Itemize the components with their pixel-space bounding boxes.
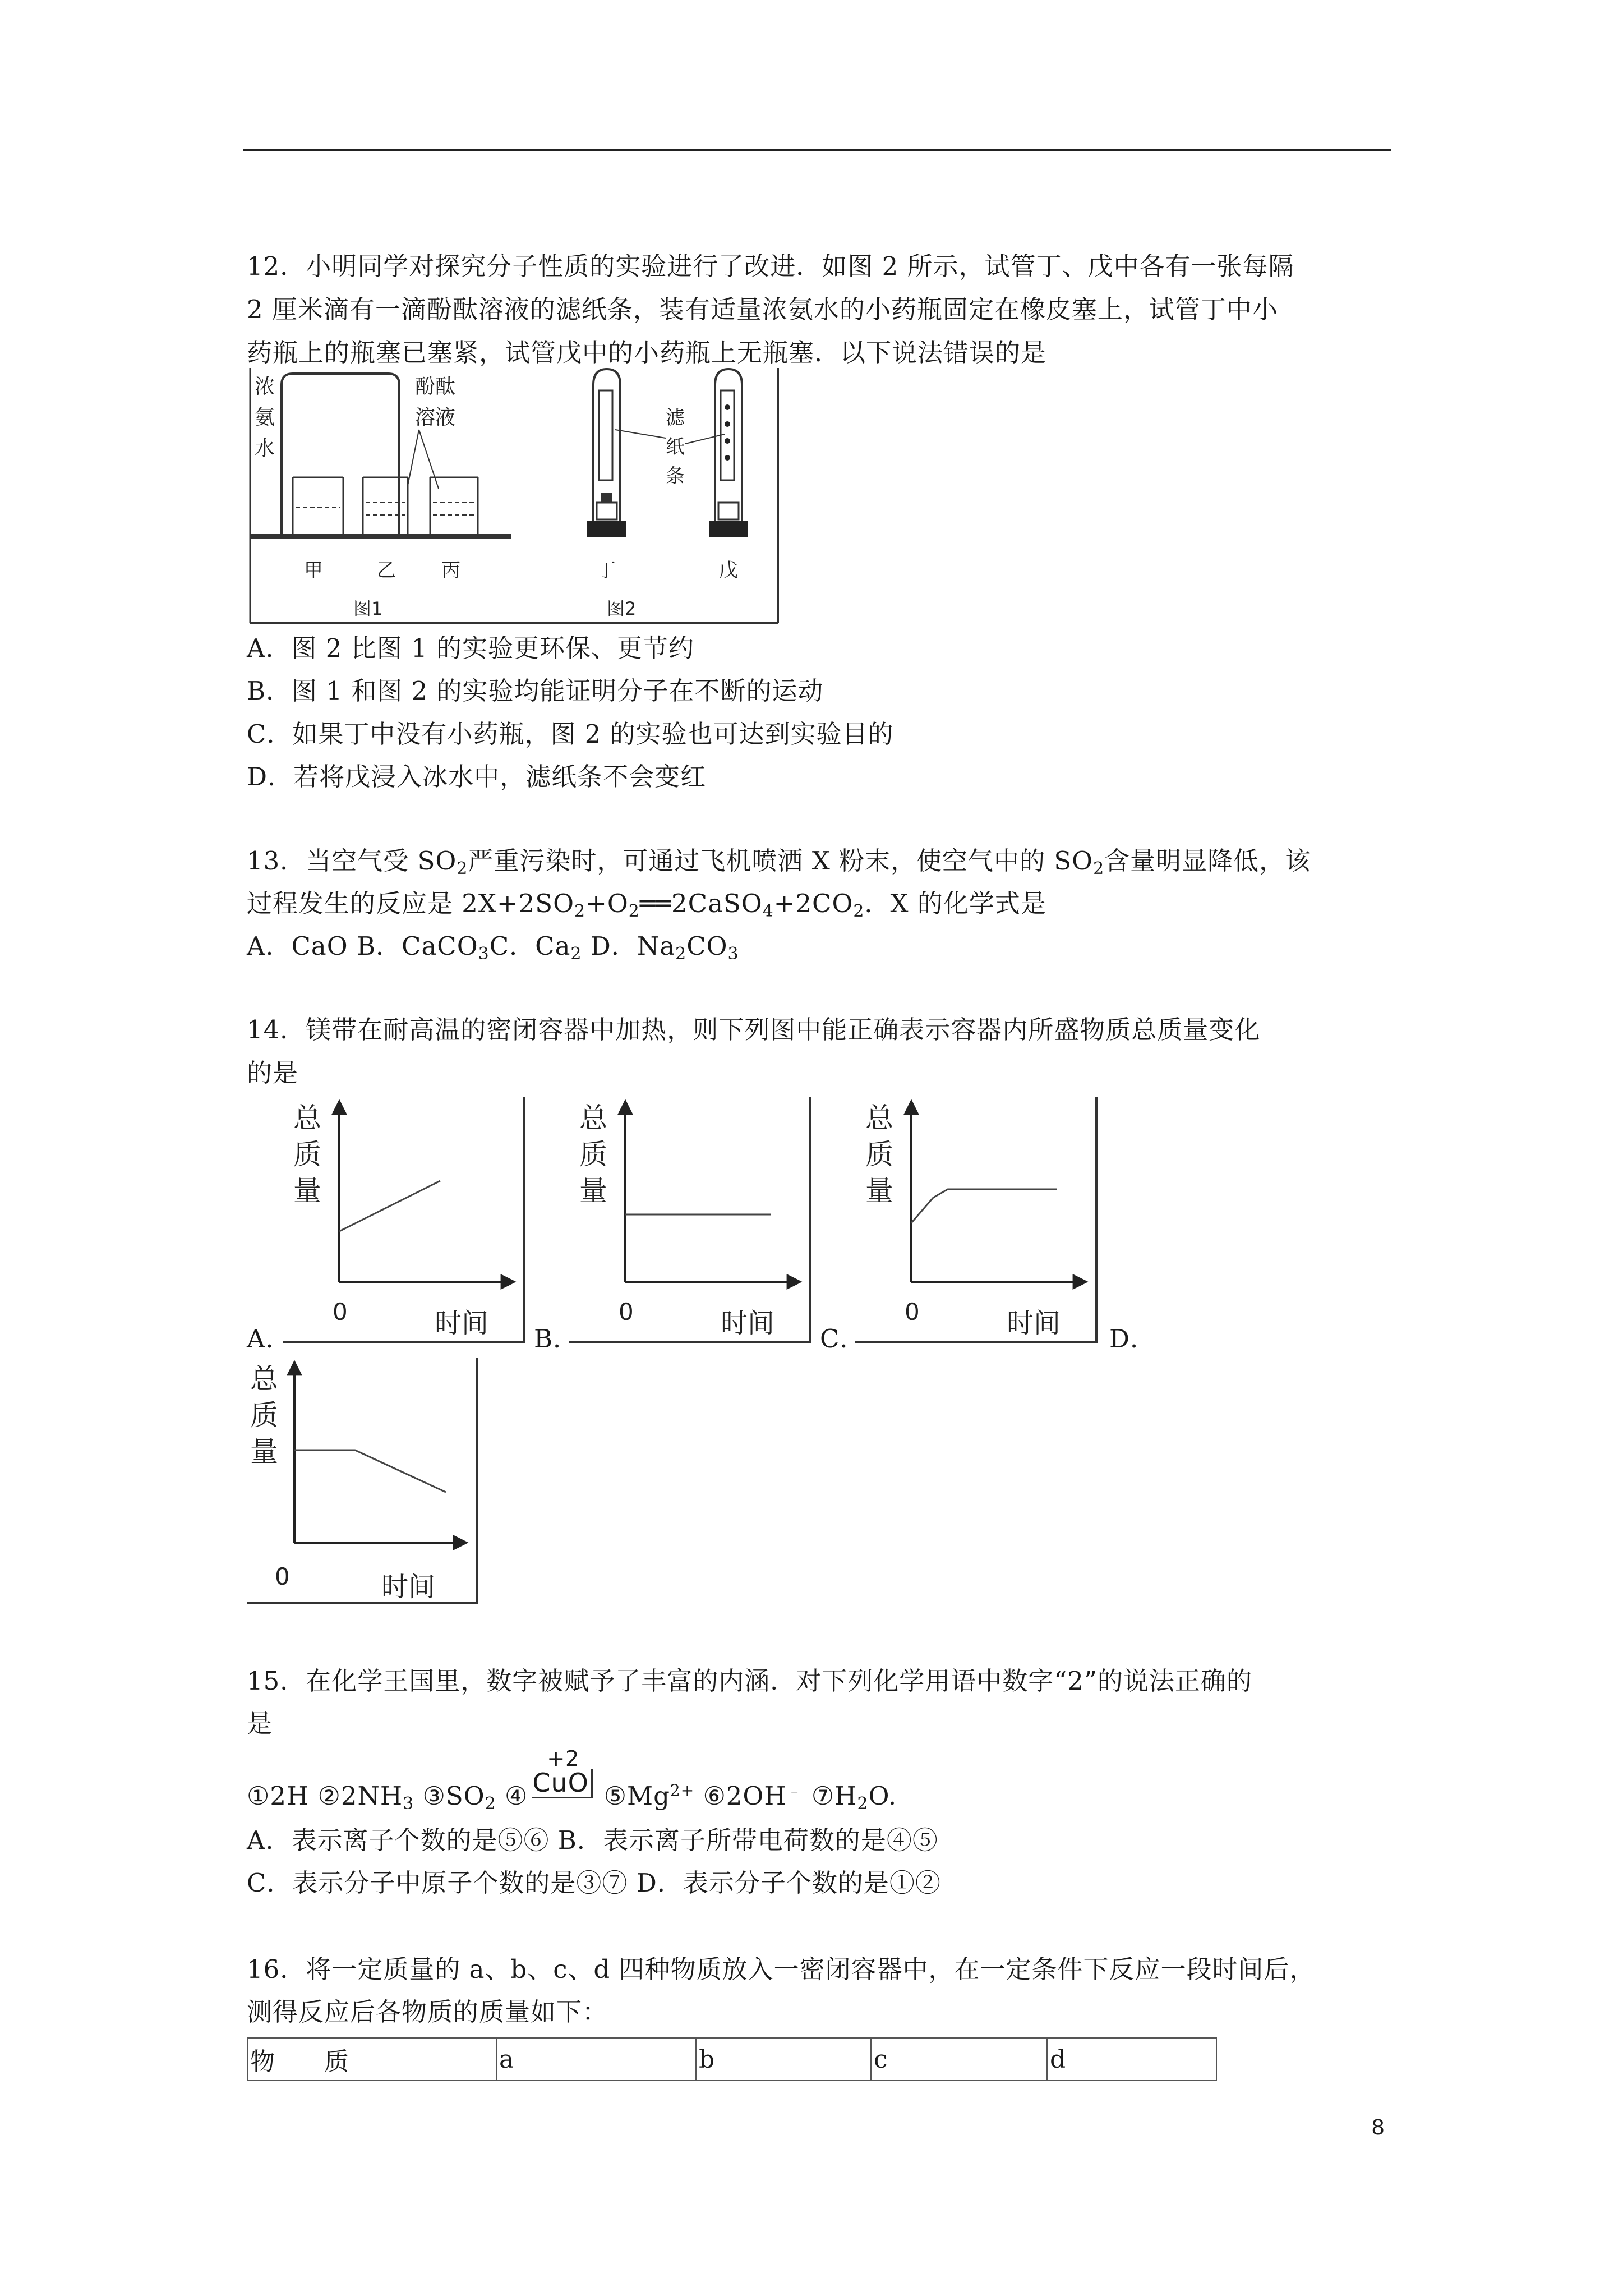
y-label-1: 总 <box>293 1102 321 1134</box>
fig1-label: 图1 <box>353 598 383 619</box>
q12-line2: 2 厘米滴有一滴酚酞溶液的滤纸条，装有适量浓氨水的小药瓶固定在橡皮塞上，试管丁中小 <box>247 295 1278 324</box>
filter-label-1: 滤 <box>666 407 685 429</box>
y-label-1: 总 <box>865 1102 893 1134</box>
table-cell: d <box>1047 2038 1216 2081</box>
origin-label: 0 <box>905 1298 920 1326</box>
table-cell: b <box>696 2038 871 2081</box>
series-line <box>911 1189 1057 1223</box>
beaker-bing: 丙 <box>441 559 460 582</box>
filter-label-3: 条 <box>666 465 685 487</box>
beaker-yi: 乙 <box>377 559 396 582</box>
q15-option-ab: A．表示离子个数的是⑤⑥ B．表示离子所带电荷数的是④⑤ <box>247 1825 938 1855</box>
y-label-3: 量 <box>250 1435 278 1468</box>
chart-a <box>283 1097 536 1343</box>
q14-line1: 14．镁带在耐高温的密闭容器中加热，则下列图中能正确表示容器内所盛物质总质量变化 <box>247 1015 1261 1045</box>
q12-figure <box>248 368 781 626</box>
q14-option-b: B． <box>534 1324 579 1354</box>
q15-items: ①2H $②2NH_3$ $③SO_2$ ④ +2 CuO $⑤Mg^{2+}$ ⑥2OH﹣ $⑦H_2O$. <box>247 1746 897 1814</box>
label-phenol-2: 溶液 <box>415 406 456 429</box>
q16-line1: 16．将一定质量的 a、b、c、d 四种物质放入一密闭容器中，在一定条件下反应一段时间后， <box>247 1954 1316 1984</box>
header-rule <box>243 149 1391 151</box>
q12-option-b: B．图 1 和图 2 的实验均能证明分子在不断的运动 <box>247 676 824 706</box>
x-label: 时间 <box>721 1308 775 1339</box>
q12-line3: 药瓶上的瓶塞已塞紧，试管戊中的小药瓶上无瓶塞．以下说法错误的是 <box>247 338 1047 367</box>
q13-options: A．CaO B．CaCO$_3$C．$Ca_2$ D．$Na_2CO_3$ <box>247 931 739 964</box>
y-label-2: 质 <box>293 1138 321 1171</box>
y-label-3: 量 <box>579 1175 607 1207</box>
chart-d <box>247 1358 499 1604</box>
label-ammonia-3: 水 <box>255 437 275 460</box>
q14-option-d: D． <box>1109 1324 1156 1354</box>
origin-label: 0 <box>619 1298 634 1326</box>
origin-label: 0 <box>333 1298 348 1326</box>
q12-option-a: A．图 2 比图 1 的实验更环保、更节约 <box>247 633 694 663</box>
table-row <box>247 2038 1216 2081</box>
y-label-2: 质 <box>579 1138 607 1171</box>
q13-line1: 13．当空气受 $SO_2$严重污染时，可通过飞机喷洒 X 粉末，使空气中的 $SO_2$含量明显降低，该 <box>247 846 1311 878</box>
table-cell: a <box>496 2038 696 2081</box>
q14-line2: 的是 <box>247 1058 299 1088</box>
fig2-label: 图2 <box>607 598 637 619</box>
y-label-1: 总 <box>579 1102 607 1134</box>
q15-line2: 是 <box>247 1709 273 1738</box>
table-cell: c <box>871 2038 1047 2081</box>
x-label: 时间 <box>1007 1308 1061 1339</box>
q12-option-d: D．若将戊浸入冰水中，滤纸条不会变红 <box>247 762 707 792</box>
series-line <box>294 1450 446 1492</box>
q14-option-a: A． <box>247 1324 292 1354</box>
origin-label: 0 <box>275 1563 290 1590</box>
q13-line2: 过程发生的反应是 $2X+2SO_2+O_2══2CaSO_4+2CO_2$．X 的化学式是 <box>247 889 1046 921</box>
q15-option-cd: C．表示分子中原子个数的是③⑦ D．表示分子个数的是①② <box>247 1868 941 1898</box>
q15-line1: 15．在化学王国里，数字被赋予了丰富的内涵．对下列化学用语中数字“2”的说法正确的 <box>247 1666 1252 1696</box>
q14-option-c: C． <box>820 1324 866 1354</box>
y-label-2: 质 <box>250 1399 278 1432</box>
y-label-1: 总 <box>250 1363 278 1395</box>
filter-label-2: 纸 <box>666 436 685 458</box>
y-label-3: 量 <box>865 1175 893 1207</box>
chart-c <box>855 1097 1108 1343</box>
page-number: 8 <box>1372 2115 1385 2139</box>
series-line <box>339 1181 440 1231</box>
mass-table <box>247 2037 1217 2081</box>
beaker-jia: 甲 <box>304 559 323 582</box>
y-label-2: 质 <box>865 1138 893 1171</box>
q16-line2: 测得反应后各物质的质量如下： <box>247 1997 608 2027</box>
q12-option-c: C．如果丁中没有小药瓶，图 2 的实验也可达到实验目的 <box>247 719 894 749</box>
tube-wu: 戊 <box>719 559 738 582</box>
y-label-3: 量 <box>293 1175 321 1207</box>
x-label: 时间 <box>435 1308 489 1339</box>
chart-b <box>569 1097 822 1343</box>
x-label: 时间 <box>381 1571 436 1603</box>
label-phenol-1: 酚酞 <box>415 375 456 398</box>
label-ammonia-1: 浓 <box>255 375 275 398</box>
table-cell: 物 质 <box>247 2038 496 2081</box>
tube-ding: 丁 <box>597 559 616 582</box>
cuo-valence-formula: +2 CuO <box>528 1782 595 1805</box>
q12-line1: 12．小明同学对探究分子性质的实验进行了改进．如图 2 所示，试管丁、戊中各有一张每隔 <box>247 251 1294 281</box>
label-ammonia-2: 氨 <box>255 406 275 429</box>
